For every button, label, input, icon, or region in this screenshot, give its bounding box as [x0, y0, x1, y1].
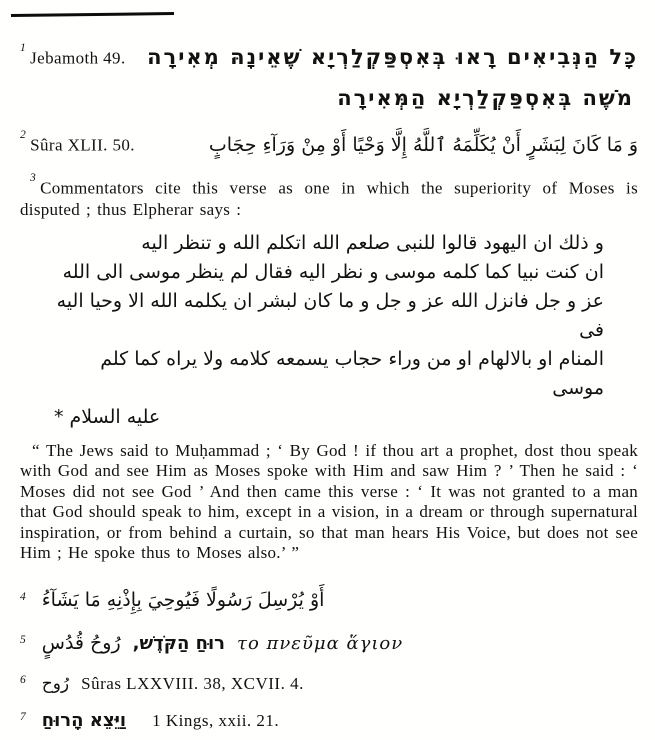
- footnote-6-marker: 6: [20, 673, 26, 686]
- footnote-7-marker: 7: [20, 710, 26, 723]
- hebrew-quote-line-1: כָּל הַנְּבִיאִים רָאוּ בְּאִסְפַּקְלַרְיָא שֶׁאֵינָהּ מְאִירָה: [147, 45, 638, 69]
- footnote-5-greek-term: το πνεῦμα ἅγιον: [237, 632, 404, 654]
- footnote-1-citation: Jebamoth 49.: [30, 49, 126, 68]
- footnote-3-marker: 3: [30, 172, 37, 184]
- footnote-1-ref: [20, 42, 126, 69]
- footnote-2: [20, 130, 638, 160]
- english-translation: “ The Jews said to Muḥammad ; ‘ By God ! if thou art a prophet, dost thou speak with God and see Him as Moses spoke with Him and saw Him ? ’ Then he said : ‘ Moses did not see God ’ And then came this verse : ‘ It was not granted to a man that God should speak to him, except in a vision, in a dream or through supernatural inspiration, or from behind a curtain, so that man hears His Voice, but does not see Him ; He spoke thus to Moses also.’ ”: [20, 440, 638, 563]
- arabic-quote-line-4: المنام او بالالهام او من وراء حجاب يسمعه كلامه ولا يراه كما كلم موسى: [100, 347, 604, 399]
- footnote-6: [20, 674, 638, 694]
- arabic-quotation-block: [54, 229, 604, 432]
- footnote-5-arabic-term: رُوحُ قُدُسٍ: [41, 631, 121, 654]
- footnote-1-marker: 1: [20, 42, 27, 55]
- footnote-4-marker: 4: [20, 590, 26, 603]
- arabic-quote-line-5: عليه السلام *: [54, 405, 161, 428]
- footnote-4-arabic-verse: أَوْ يُرْسِلَ رَسُولًا فَيُوحِيَ بِإِذْنِهِ مَا يَشَآءُ: [41, 588, 325, 611]
- footnote-7-citation: 1 Kings, xxii. 21.: [152, 710, 280, 730]
- footnote-5-marker: 5: [20, 633, 26, 646]
- footnote-2-ref: [20, 129, 135, 156]
- footnote-4: [20, 585, 638, 615]
- footnote-5: [20, 628, 638, 658]
- arabic-quote-line-2: ان كنت نبيا كما كلمه موسى و نظر اليه فقال لم ينظر موسى الى الله: [62, 260, 604, 283]
- footnote-6-citation: Sûras LXXVIII. 38, XCVII. 4.: [81, 673, 304, 693]
- footnote-2-arabic-verse: وَ مَا كَانَ لِبَشَرٍ أَنْ يُكَلِّمَهُ ٱللَّهُ إِلَّا وَحْيًا أَوْ مِنْ وَرَآءِ حِجَابٍ: [208, 134, 638, 156]
- arabic-quote-line-1: و ذلك ان اليهود قالوا للنبى صلعم الله اتكلم الله و تنظر اليه: [141, 231, 604, 254]
- footnote-3: [20, 174, 638, 220]
- footnote-1: [20, 40, 638, 74]
- hebrew-quote-line-2: מֹשֶׁה בְּאִסְפַּקְלַרְיָא הַמְּאִירָה: [337, 86, 634, 110]
- footnote-6-arabic-term: رُوح: [41, 673, 70, 694]
- footnote-7: [20, 710, 638, 731]
- footnote-3-text: Commentators cite this verse as one in which the superiority of Moses is disputed ; thus Elpherar says :: [20, 178, 638, 219]
- footnote-7-hebrew-term: וַיֵּצֵא הָרוּחַ: [41, 709, 127, 731]
- footnote-separator-rule: [11, 12, 174, 17]
- footnote-2-marker: 2: [20, 129, 27, 142]
- footnote-2-citation: Sûra XLII. 50.: [30, 136, 135, 155]
- arabic-quote-line-3: عز و جل فانزل الله عز و جل و ما كان لبشر ان يكلمه الله الا وحيا اليه فى: [56, 289, 604, 341]
- footnote-5-hebrew-term: רוּחַ הַקֹּדֶשׁ,: [132, 632, 225, 654]
